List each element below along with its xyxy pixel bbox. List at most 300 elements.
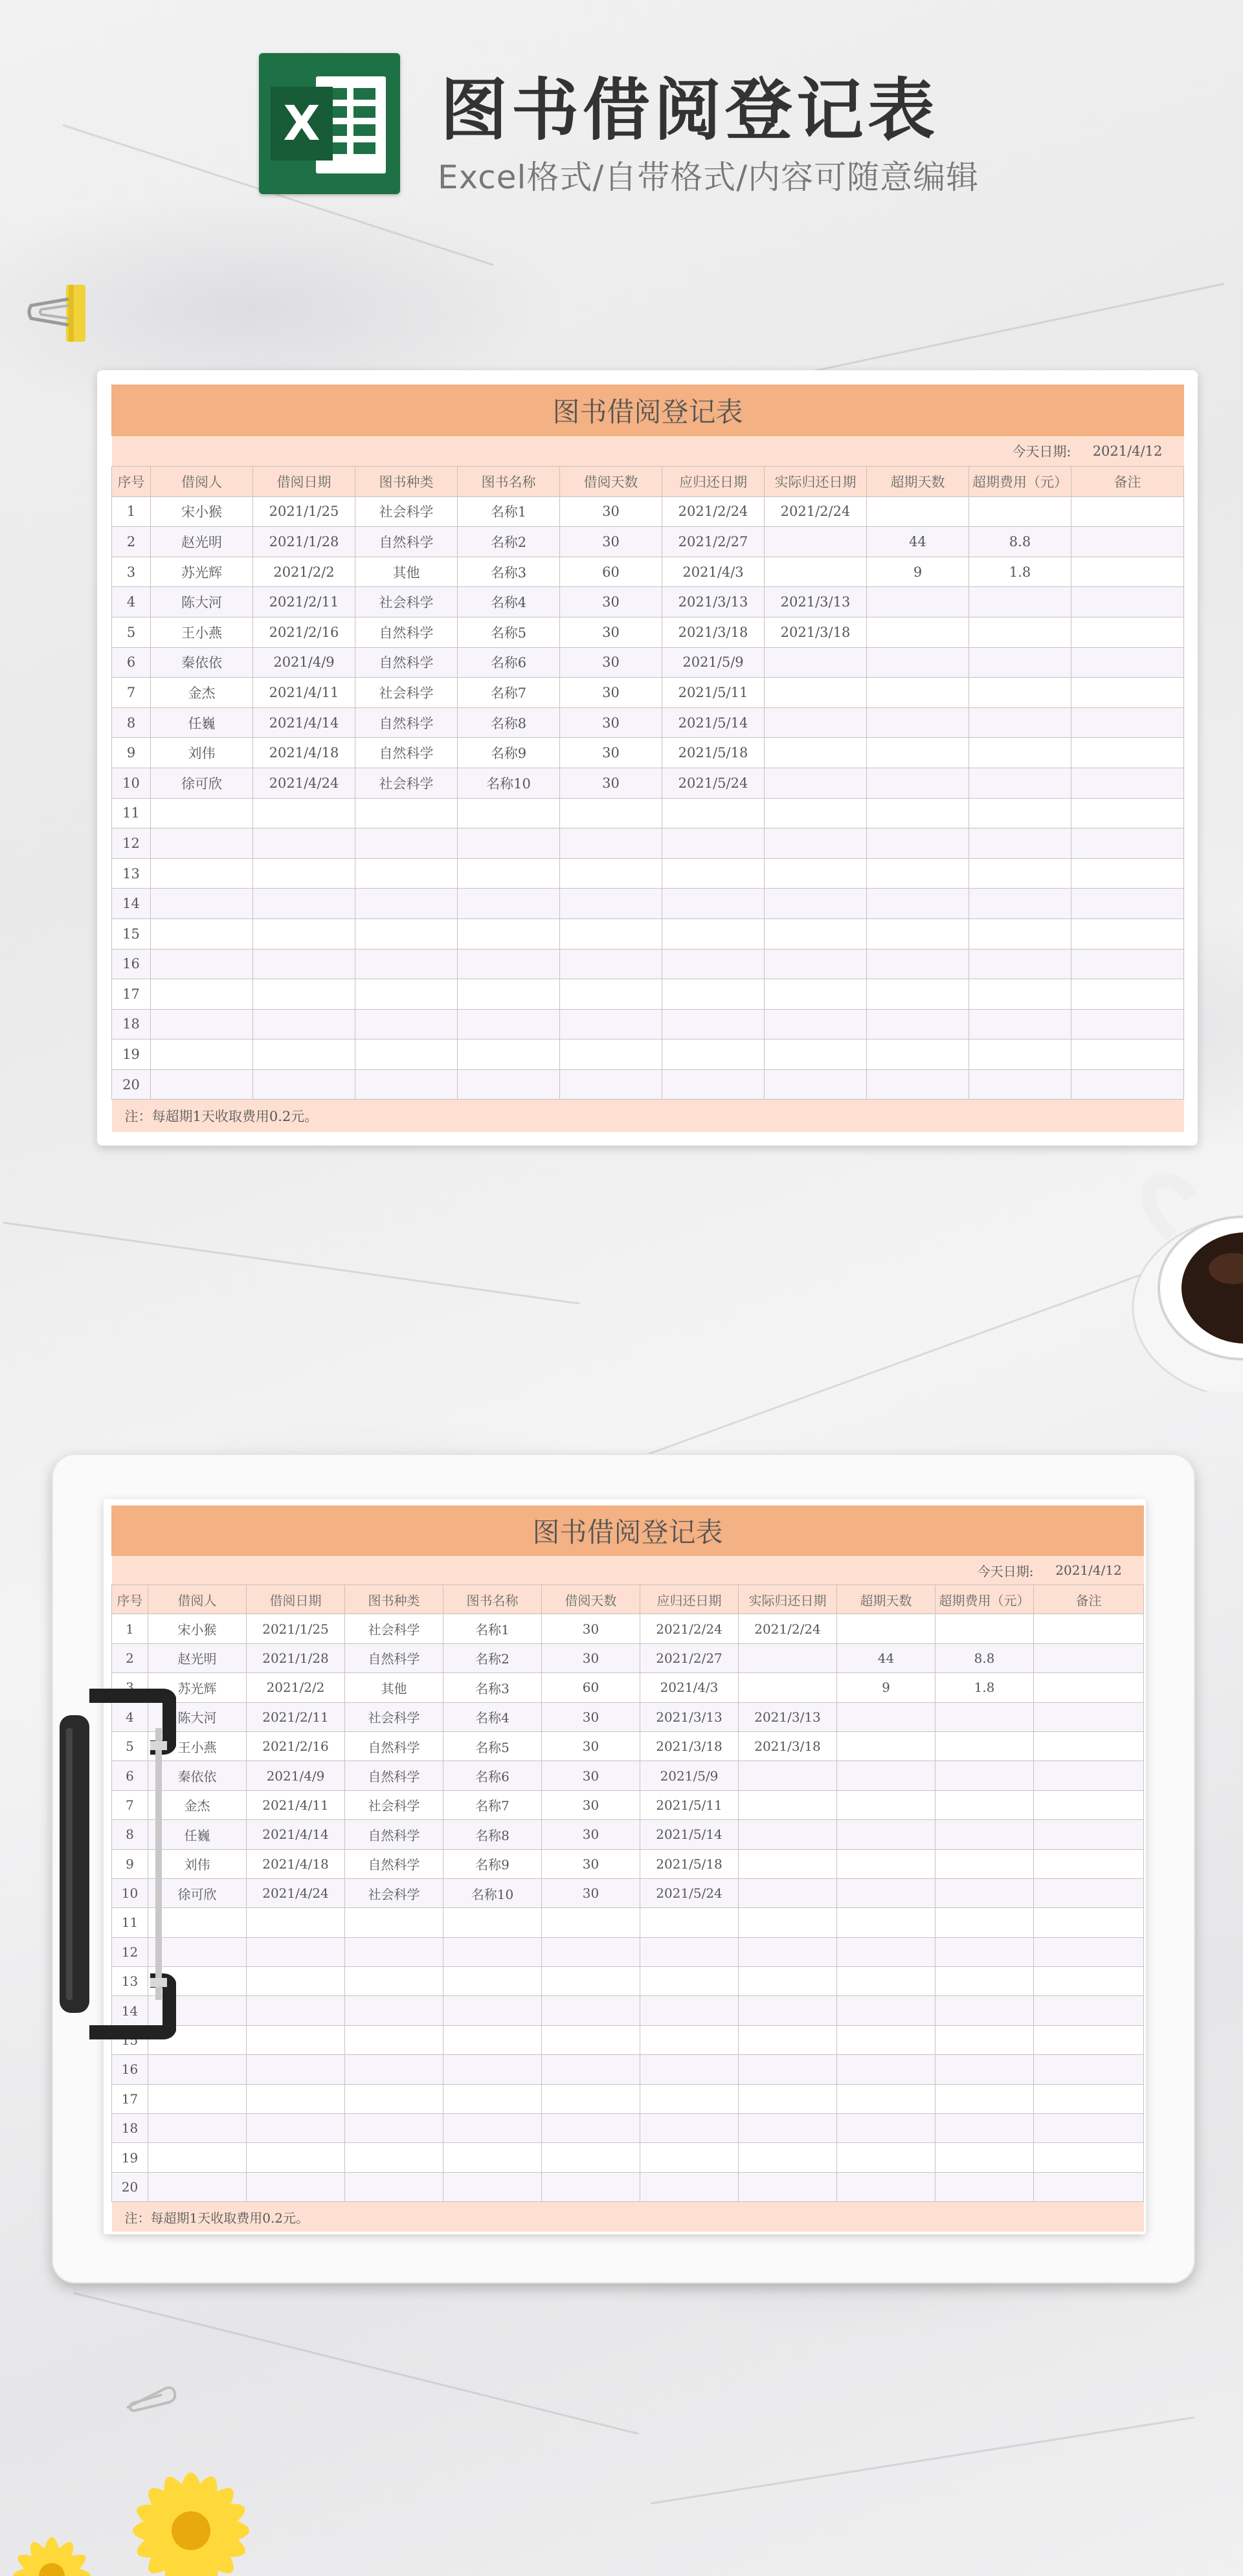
table-cell[interactable] [867, 889, 969, 919]
table-cell[interactable] [640, 2084, 739, 2113]
table-cell[interactable] [837, 1908, 935, 1937]
table-cell[interactable]: 60 [542, 1673, 640, 1702]
table-cell[interactable] [247, 1996, 345, 2025]
table-cell[interactable] [1034, 2114, 1144, 2143]
table-cell[interactable] [253, 798, 355, 828]
table-cell[interactable] [662, 889, 765, 919]
table-cell[interactable]: 赵光明 [148, 1643, 247, 1672]
table-cell[interactable] [837, 1761, 935, 1790]
table-cell[interactable] [935, 1908, 1034, 1937]
table-cell[interactable]: 名称5 [443, 1731, 542, 1760]
table-cell[interactable] [345, 1967, 443, 1996]
table-cell[interactable] [1034, 1702, 1144, 1731]
table-cell[interactable] [247, 1967, 345, 1996]
table-cell[interactable] [969, 918, 1071, 949]
table-cell[interactable] [662, 1009, 765, 1039]
table-cell[interactable]: 2021/4/9 [253, 647, 355, 678]
table-cell[interactable]: 2021/2/24 [765, 496, 867, 527]
table-cell[interactable]: 30 [542, 1820, 640, 1849]
table-cell[interactable] [837, 2143, 935, 2172]
table-cell[interactable]: 宋小猴 [151, 496, 253, 527]
row-number-cell[interactable]: 11 [112, 1908, 148, 1937]
table-cell[interactable] [1071, 828, 1184, 859]
table-cell[interactable]: 2021/3/13 [640, 1702, 739, 1731]
table-cell[interactable]: 名称7 [443, 1790, 542, 1819]
table-cell[interactable]: 2021/5/11 [640, 1790, 739, 1819]
table-cell[interactable] [837, 2172, 935, 2201]
table-cell[interactable] [837, 1702, 935, 1731]
table-cell[interactable] [1034, 1908, 1144, 1937]
table-cell[interactable] [739, 2172, 837, 2201]
table-cell[interactable]: 30 [542, 1790, 640, 1819]
table-cell[interactable] [1071, 1039, 1184, 1070]
table-cell[interactable]: 2021/4/3 [662, 557, 765, 587]
table-cell[interactable] [640, 2143, 739, 2172]
table-cell[interactable] [1071, 678, 1184, 708]
table-cell[interactable]: 2021/1/28 [253, 527, 355, 557]
table-cell[interactable]: 王小燕 [148, 1731, 247, 1760]
table-cell[interactable]: 任巍 [151, 707, 253, 738]
table-cell[interactable]: 自然科学 [345, 1643, 443, 1672]
row-number-cell[interactable]: 19 [112, 1039, 151, 1070]
table-cell[interactable]: 自然科学 [355, 738, 458, 768]
table-cell[interactable] [542, 2143, 640, 2172]
table-cell[interactable] [560, 828, 662, 859]
table-cell[interactable] [935, 2172, 1034, 2201]
table-cell[interactable] [542, 1967, 640, 1996]
table-cell[interactable] [739, 1761, 837, 1790]
table-cell[interactable] [542, 2055, 640, 2084]
row-number-cell[interactable]: 6 [112, 1761, 148, 1790]
table-cell[interactable]: 2021/2/24 [739, 1614, 837, 1643]
table-cell[interactable]: 名称9 [443, 1849, 542, 1878]
table-cell[interactable] [1034, 1878, 1144, 1907]
table-cell[interactable] [935, 1967, 1034, 1996]
table-cell[interactable]: 44 [837, 1643, 935, 1672]
table-cell[interactable] [345, 1908, 443, 1937]
table-cell[interactable] [443, 2143, 542, 2172]
table-cell[interactable]: 2021/5/18 [662, 738, 765, 768]
table-cell[interactable] [739, 2055, 837, 2084]
table-cell[interactable]: 30 [560, 678, 662, 708]
table-cell[interactable] [765, 918, 867, 949]
table-cell[interactable] [935, 2114, 1034, 2143]
table-cell[interactable]: 社会科学 [345, 1702, 443, 1731]
table-cell[interactable]: 名称2 [443, 1643, 542, 1672]
table-cell[interactable] [765, 647, 867, 678]
table-cell[interactable]: 8.8 [969, 527, 1071, 557]
table-cell[interactable] [1071, 707, 1184, 738]
table-cell[interactable]: 社会科学 [355, 496, 458, 527]
table-cell[interactable]: 2021/5/18 [640, 1849, 739, 1878]
table-cell[interactable] [867, 979, 969, 1010]
row-number-cell[interactable]: 7 [112, 678, 151, 708]
table-cell[interactable]: 2021/2/2 [247, 1673, 345, 1702]
row-number-cell[interactable]: 12 [112, 828, 151, 859]
table-cell[interactable] [1071, 918, 1184, 949]
table-cell[interactable] [837, 1614, 935, 1643]
table-cell[interactable]: 2021/3/13 [662, 587, 765, 617]
table-cell[interactable] [935, 1790, 1034, 1819]
table-cell[interactable]: 名称2 [458, 527, 560, 557]
table-cell[interactable] [253, 1009, 355, 1039]
table-cell[interactable] [1034, 1790, 1144, 1819]
table-cell[interactable]: 2021/2/27 [662, 527, 765, 557]
table-cell[interactable] [247, 2025, 345, 2054]
table-cell[interactable] [1034, 1731, 1144, 1760]
table-cell[interactable] [739, 1967, 837, 1996]
row-number-cell[interactable]: 16 [112, 949, 151, 979]
table-cell[interactable]: 自然科学 [345, 1761, 443, 1790]
table-cell[interactable] [935, 1878, 1034, 1907]
table-cell[interactable] [151, 798, 253, 828]
table-cell[interactable] [837, 1820, 935, 1849]
table-cell[interactable] [247, 2143, 345, 2172]
table-cell[interactable] [969, 587, 1071, 617]
table-cell[interactable] [765, 828, 867, 859]
table-cell[interactable]: 2021/3/18 [765, 617, 867, 647]
table-cell[interactable] [542, 2114, 640, 2143]
row-number-cell[interactable]: 12 [112, 1937, 148, 1966]
row-number-cell[interactable]: 17 [112, 979, 151, 1010]
table-cell[interactable] [148, 2172, 247, 2201]
table-cell[interactable]: 秦依依 [151, 647, 253, 678]
table-cell[interactable]: 30 [560, 587, 662, 617]
table-cell[interactable] [739, 1937, 837, 1966]
table-cell[interactable] [935, 2143, 1034, 2172]
table-cell[interactable] [837, 1790, 935, 1819]
table-cell[interactable] [837, 1996, 935, 2025]
table-cell[interactable]: 2021/4/18 [253, 738, 355, 768]
table-cell[interactable] [1034, 1996, 1144, 2025]
row-number-cell[interactable]: 5 [112, 617, 151, 647]
table-cell[interactable]: 2021/5/14 [662, 707, 765, 738]
table-cell[interactable] [640, 2114, 739, 2143]
table-cell[interactable] [355, 828, 458, 859]
table-cell[interactable] [935, 2025, 1034, 2054]
table-cell[interactable]: 2021/2/24 [640, 1614, 739, 1643]
table-cell[interactable] [151, 1069, 253, 1100]
row-number-cell[interactable]: 4 [112, 1702, 148, 1731]
table-cell[interactable] [765, 858, 867, 889]
table-cell[interactable] [443, 1937, 542, 1966]
table-cell[interactable]: 宋小猴 [148, 1614, 247, 1643]
table-cell[interactable] [1071, 979, 1184, 1010]
table-cell[interactable] [458, 858, 560, 889]
row-number-cell[interactable]: 5 [112, 1731, 148, 1760]
row-number-cell[interactable]: 3 [112, 557, 151, 587]
table-cell[interactable] [542, 2025, 640, 2054]
table-cell[interactable] [662, 1039, 765, 1070]
row-number-cell[interactable]: 2 [112, 1643, 148, 1672]
table-cell[interactable]: 30 [560, 647, 662, 678]
table-cell[interactable]: 2021/4/24 [247, 1878, 345, 1907]
table-cell[interactable]: 9 [867, 557, 969, 587]
table-cell[interactable]: 自然科学 [355, 617, 458, 647]
table-cell[interactable] [739, 1820, 837, 1849]
table-cell[interactable]: 名称10 [458, 768, 560, 798]
table-cell[interactable] [1034, 1937, 1144, 1966]
row-number-cell[interactable]: 6 [112, 647, 151, 678]
table-cell[interactable] [542, 1908, 640, 1937]
table-cell[interactable]: 名称8 [458, 707, 560, 738]
table-cell[interactable]: 2021/3/18 [739, 1731, 837, 1760]
table-cell[interactable] [560, 889, 662, 919]
table-cell[interactable] [867, 647, 969, 678]
table-cell[interactable] [542, 2084, 640, 2113]
table-cell[interactable] [1071, 768, 1184, 798]
table-cell[interactable] [443, 1996, 542, 2025]
table-cell[interactable] [151, 1009, 253, 1039]
table-cell[interactable] [765, 798, 867, 828]
table-cell[interactable] [640, 1908, 739, 1937]
table-cell[interactable] [640, 1996, 739, 2025]
table-cell[interactable] [1071, 587, 1184, 617]
table-cell[interactable] [662, 949, 765, 979]
table-cell[interactable] [935, 1614, 1034, 1643]
table-cell[interactable] [765, 707, 867, 738]
table-cell[interactable]: 2021/5/14 [640, 1820, 739, 1849]
table-cell[interactable] [1071, 557, 1184, 587]
table-cell[interactable] [837, 1849, 935, 1878]
table-cell[interactable] [867, 1009, 969, 1039]
table-cell[interactable] [355, 949, 458, 979]
table-cell[interactable] [355, 858, 458, 889]
table-cell[interactable]: 王小燕 [151, 617, 253, 647]
table-cell[interactable] [765, 557, 867, 587]
table-cell[interactable]: 44 [867, 527, 969, 557]
table-cell[interactable] [765, 949, 867, 979]
table-cell[interactable]: 陈大河 [151, 587, 253, 617]
table-cell[interactable]: 苏光辉 [148, 1673, 247, 1702]
table-cell[interactable] [253, 918, 355, 949]
table-cell[interactable] [355, 889, 458, 919]
table-cell[interactable]: 名称3 [443, 1673, 542, 1702]
table-cell[interactable] [247, 2055, 345, 2084]
table-cell[interactable]: 2021/2/11 [253, 587, 355, 617]
table-cell[interactable] [458, 918, 560, 949]
table-cell[interactable] [458, 889, 560, 919]
table-cell[interactable] [969, 828, 1071, 859]
table-cell[interactable] [640, 2025, 739, 2054]
table-cell[interactable] [560, 949, 662, 979]
table-cell[interactable] [253, 889, 355, 919]
table-cell[interactable] [739, 1790, 837, 1819]
table-cell[interactable] [935, 1820, 1034, 1849]
table-cell[interactable] [739, 1849, 837, 1878]
table-cell[interactable] [969, 949, 1071, 979]
table-cell[interactable]: 2021/1/25 [247, 1614, 345, 1643]
table-cell[interactable]: 名称4 [443, 1702, 542, 1731]
row-number-cell[interactable]: 4 [112, 587, 151, 617]
table-cell[interactable]: 刘伟 [148, 1849, 247, 1878]
row-number-cell[interactable]: 17 [112, 2084, 148, 2113]
table-cell[interactable]: 2021/2/2 [253, 557, 355, 587]
table-cell[interactable] [148, 2143, 247, 2172]
table-cell[interactable]: 自然科学 [345, 1820, 443, 1849]
table-cell[interactable] [837, 1731, 935, 1760]
row-number-cell[interactable]: 8 [112, 1820, 148, 1849]
row-number-cell[interactable]: 2 [112, 527, 151, 557]
table-cell[interactable] [560, 1009, 662, 1039]
table-cell[interactable]: 社会科学 [355, 678, 458, 708]
table-cell[interactable] [867, 1069, 969, 1100]
today-date-value[interactable]: 2021/4/12 [1034, 1556, 1144, 1585]
row-number-cell[interactable]: 1 [112, 496, 151, 527]
table-cell[interactable] [935, 1761, 1034, 1790]
table-cell[interactable] [1071, 858, 1184, 889]
table-cell[interactable] [443, 2172, 542, 2201]
table-cell[interactable] [458, 1039, 560, 1070]
table-cell[interactable]: 社会科学 [355, 768, 458, 798]
table-cell[interactable]: 30 [542, 1849, 640, 1878]
table-cell[interactable] [345, 2055, 443, 2084]
table-cell[interactable] [1034, 1967, 1144, 1996]
row-number-cell[interactable]: 20 [112, 2172, 148, 2201]
table-cell[interactable]: 社会科学 [345, 1878, 443, 1907]
table-cell[interactable] [765, 738, 867, 768]
table-cell[interactable] [458, 979, 560, 1010]
table-cell[interactable] [837, 1967, 935, 1996]
table-cell[interactable] [151, 1039, 253, 1070]
table-cell[interactable] [867, 949, 969, 979]
table-cell[interactable]: 2021/4/14 [247, 1820, 345, 1849]
table-cell[interactable] [969, 647, 1071, 678]
table-cell[interactable] [969, 707, 1071, 738]
table-cell[interactable]: 自然科学 [355, 527, 458, 557]
table-cell[interactable] [867, 1039, 969, 1070]
table-cell[interactable]: 2021/5/24 [640, 1878, 739, 1907]
table-cell[interactable] [765, 889, 867, 919]
table-cell[interactable] [837, 2114, 935, 2143]
table-cell[interactable] [969, 1009, 1071, 1039]
table-cell[interactable] [867, 738, 969, 768]
table-cell[interactable]: 2021/4/24 [253, 768, 355, 798]
table-cell[interactable]: 自然科学 [345, 1731, 443, 1760]
table-cell[interactable] [969, 858, 1071, 889]
table-cell[interactable]: 2021/4/11 [253, 678, 355, 708]
table-cell[interactable]: 名称6 [443, 1761, 542, 1790]
table-cell[interactable] [969, 496, 1071, 527]
table-cell[interactable]: 30 [542, 1702, 640, 1731]
table-cell[interactable] [443, 2025, 542, 2054]
table-cell[interactable] [640, 2055, 739, 2084]
table-cell[interactable] [1071, 1069, 1184, 1100]
table-cell[interactable]: 名称3 [458, 557, 560, 587]
table-cell[interactable] [1034, 1614, 1144, 1643]
table-cell[interactable] [458, 1069, 560, 1100]
table-cell[interactable] [837, 2025, 935, 2054]
table-cell[interactable]: 30 [560, 617, 662, 647]
table-cell[interactable]: 2021/2/24 [662, 496, 765, 527]
table-cell[interactable]: 名称5 [458, 617, 560, 647]
table-cell[interactable] [443, 1908, 542, 1937]
table-cell[interactable]: 9 [837, 1673, 935, 1702]
table-cell[interactable] [345, 2084, 443, 2113]
row-number-cell[interactable]: 15 [112, 918, 151, 949]
table-cell[interactable] [969, 768, 1071, 798]
table-cell[interactable] [458, 798, 560, 828]
table-cell[interactable] [345, 2143, 443, 2172]
table-cell[interactable] [662, 858, 765, 889]
table-cell[interactable]: 2021/3/18 [662, 617, 765, 647]
table-cell[interactable] [969, 617, 1071, 647]
table-cell[interactable]: 30 [542, 1878, 640, 1907]
table-cell[interactable]: 任巍 [148, 1820, 247, 1849]
table-cell[interactable]: 名称4 [458, 587, 560, 617]
table-cell[interactable]: 1.8 [969, 557, 1071, 587]
table-cell[interactable] [151, 889, 253, 919]
table-cell[interactable]: 2021/1/28 [247, 1643, 345, 1672]
table-cell[interactable] [739, 2084, 837, 2113]
table-cell[interactable] [867, 617, 969, 647]
table-cell[interactable] [151, 918, 253, 949]
table-cell[interactable] [765, 678, 867, 708]
table-cell[interactable]: 2021/5/11 [662, 678, 765, 708]
row-number-cell[interactable]: 15 [112, 2025, 148, 2054]
table-cell[interactable]: 名称10 [443, 1878, 542, 1907]
table-cell[interactable] [443, 2055, 542, 2084]
table-cell[interactable]: 60 [560, 557, 662, 587]
table-cell[interactable] [253, 979, 355, 1010]
table-cell[interactable]: 徐可欣 [148, 1878, 247, 1907]
table-cell[interactable]: 2021/4/11 [247, 1790, 345, 1819]
table-cell[interactable] [1071, 496, 1184, 527]
table-cell[interactable]: 陈大河 [148, 1702, 247, 1731]
table-cell[interactable] [253, 1069, 355, 1100]
table-cell[interactable]: 社会科学 [345, 1614, 443, 1643]
table-cell[interactable] [935, 2084, 1034, 2113]
table-cell[interactable]: 徐可欣 [151, 768, 253, 798]
table-cell[interactable] [151, 858, 253, 889]
row-number-cell[interactable]: 13 [112, 1967, 148, 1996]
row-number-cell[interactable]: 18 [112, 1009, 151, 1039]
table-cell[interactable] [1034, 1643, 1144, 1672]
table-cell[interactable] [247, 2172, 345, 2201]
table-cell[interactable] [247, 1908, 345, 1937]
table-cell[interactable] [1071, 1009, 1184, 1039]
table-cell[interactable] [355, 1009, 458, 1039]
table-cell[interactable] [739, 1673, 837, 1702]
today-date-value[interactable]: 2021/4/12 [1071, 436, 1184, 467]
row-number-cell[interactable]: 18 [112, 2114, 148, 2143]
table-cell[interactable] [662, 979, 765, 1010]
table-cell[interactable] [867, 798, 969, 828]
table-cell[interactable] [1034, 1849, 1144, 1878]
table-cell[interactable] [969, 798, 1071, 828]
row-number-cell[interactable]: 8 [112, 707, 151, 738]
table-cell[interactable] [542, 2172, 640, 2201]
table-cell[interactable] [560, 1069, 662, 1100]
table-cell[interactable] [151, 949, 253, 979]
table-cell[interactable] [560, 1039, 662, 1070]
row-number-cell[interactable]: 7 [112, 1790, 148, 1819]
table-cell[interactable] [560, 979, 662, 1010]
table-cell[interactable] [542, 1937, 640, 1966]
table-cell[interactable] [765, 527, 867, 557]
row-number-cell[interactable]: 10 [112, 1878, 148, 1907]
table-cell[interactable] [151, 979, 253, 1010]
table-cell[interactable]: 金杰 [148, 1790, 247, 1819]
row-number-cell[interactable]: 20 [112, 1069, 151, 1100]
table-cell[interactable] [640, 1937, 739, 1966]
table-cell[interactable] [151, 828, 253, 859]
row-number-cell[interactable]: 3 [112, 1673, 148, 1702]
table-cell[interactable] [355, 979, 458, 1010]
table-cell[interactable] [867, 707, 969, 738]
table-cell[interactable] [1071, 647, 1184, 678]
table-cell[interactable] [765, 1069, 867, 1100]
